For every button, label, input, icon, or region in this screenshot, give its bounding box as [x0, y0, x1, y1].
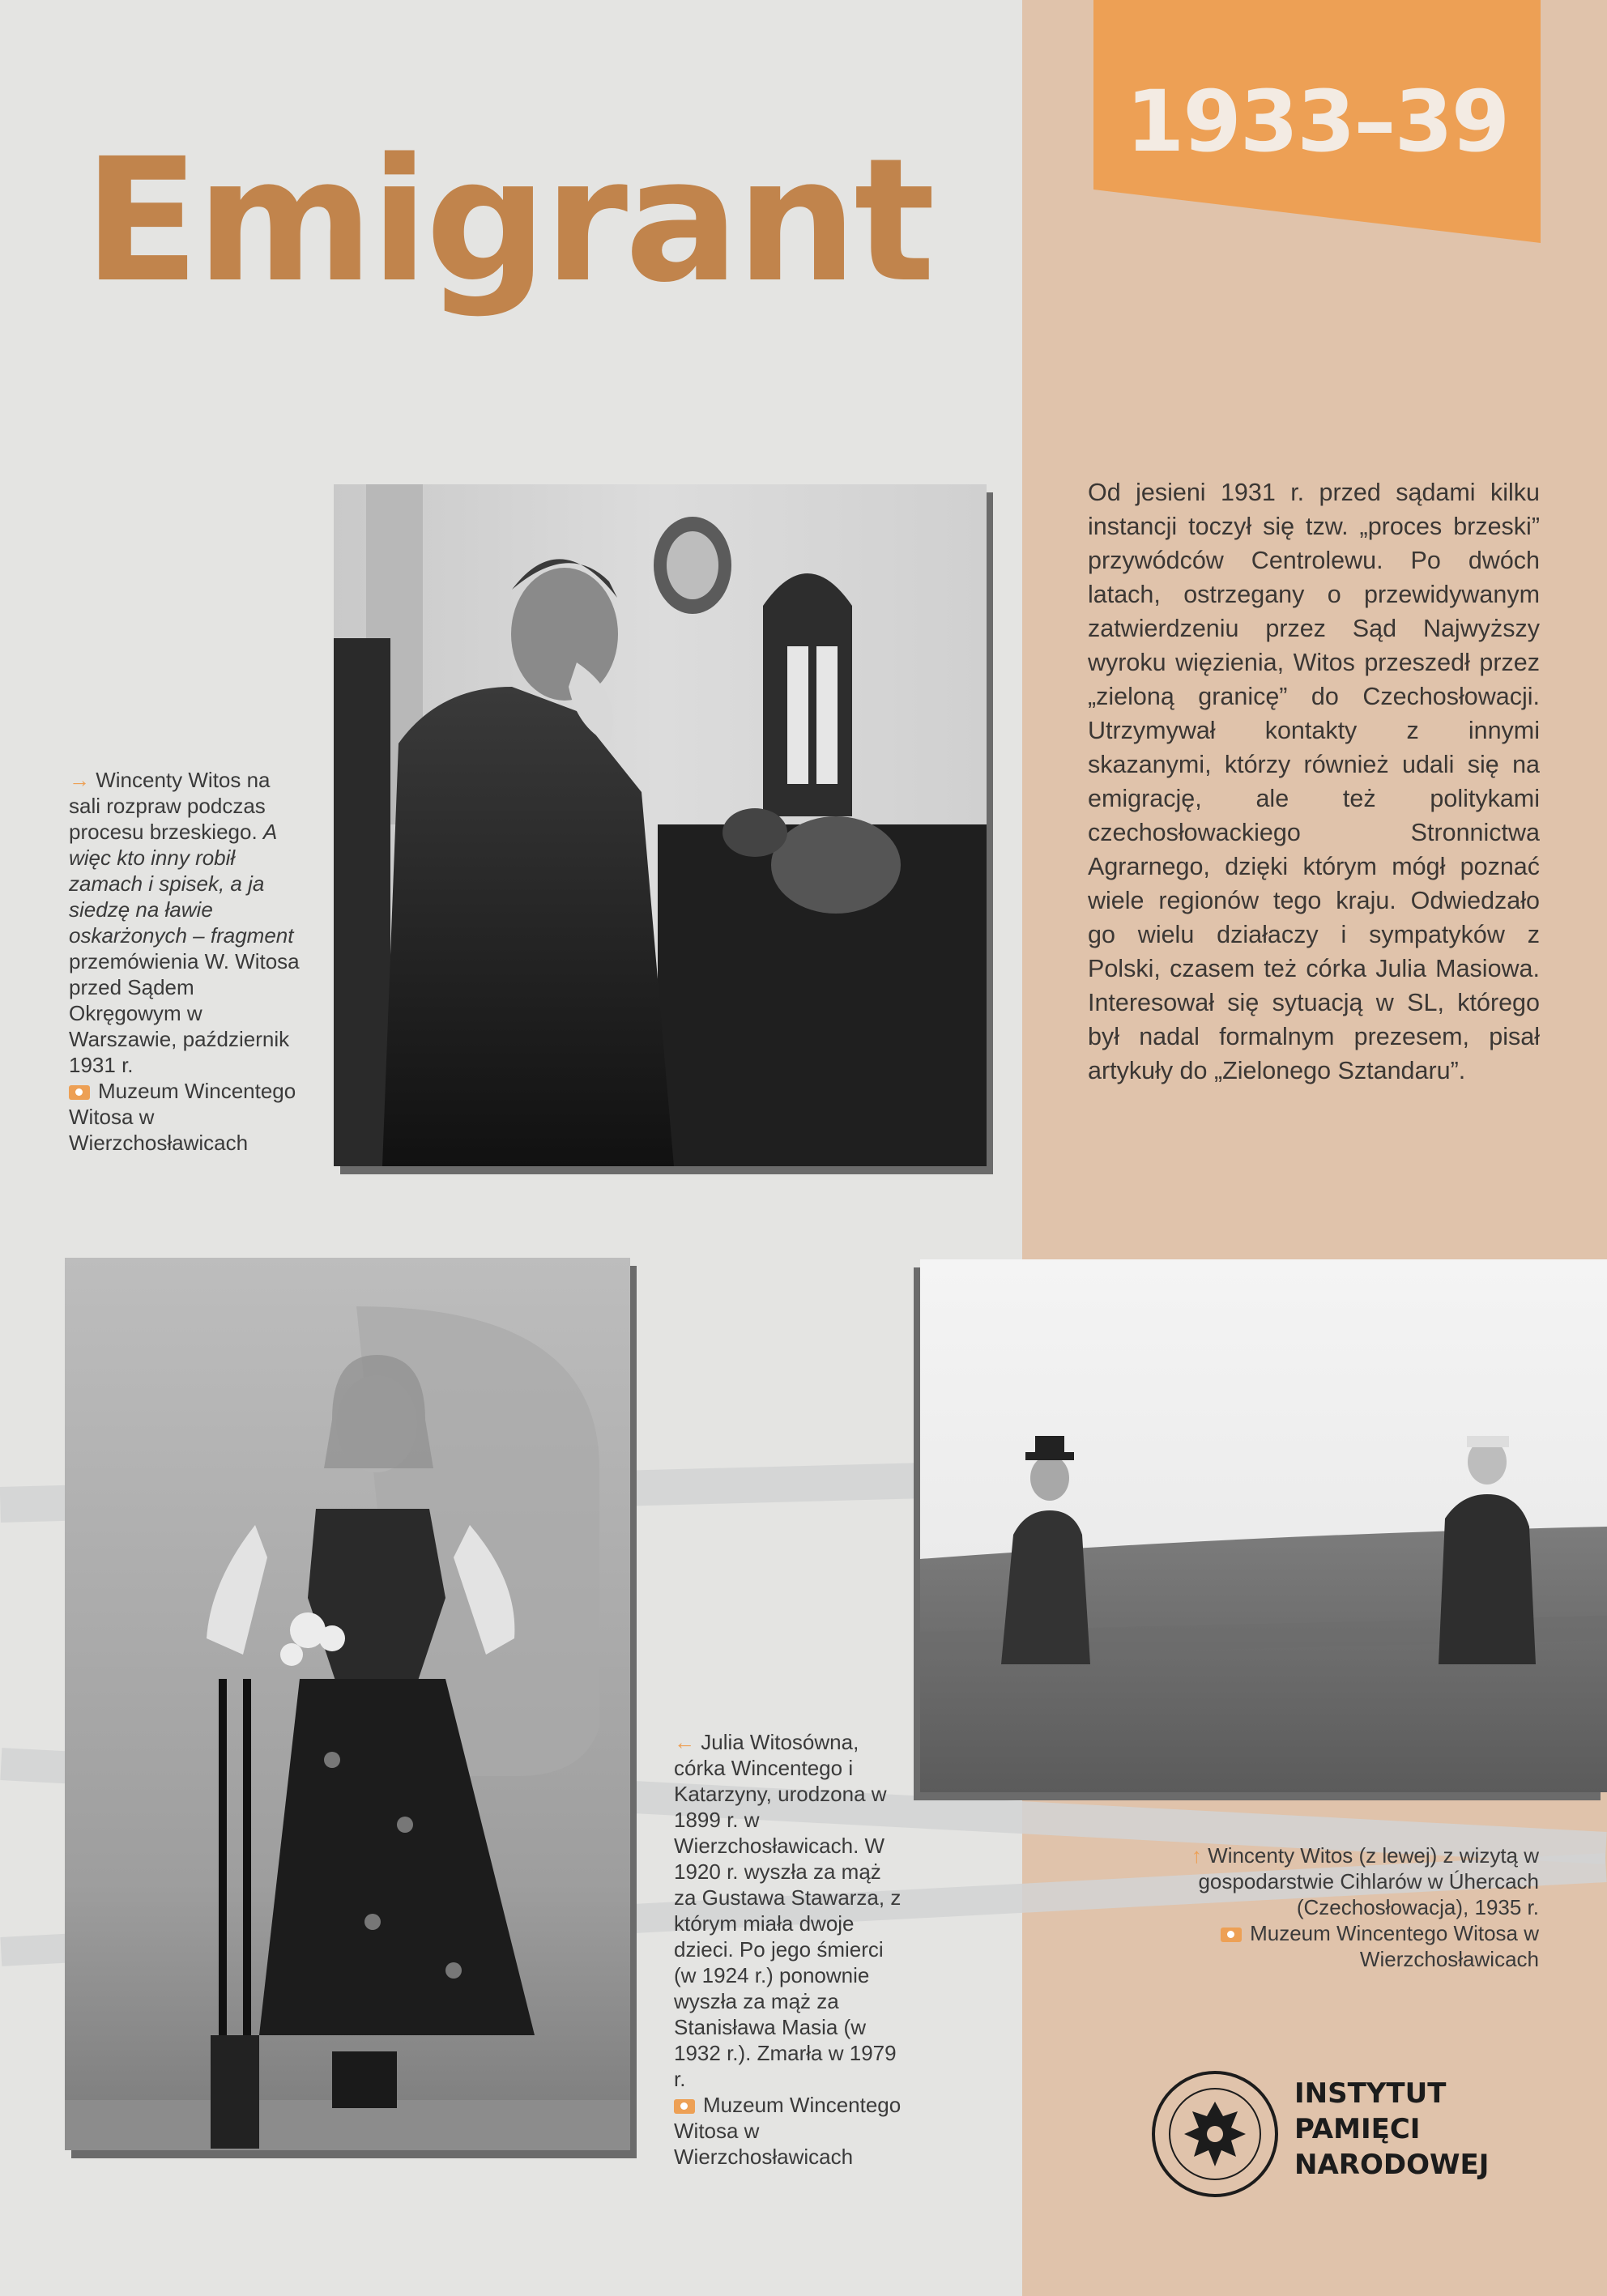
- field-photo-image: [920, 1259, 1607, 1792]
- courtroom-caption: [69, 767, 304, 1156]
- ipn-seal-icon: [1150, 2069, 1280, 2199]
- arrow-up-icon: ↑: [1191, 1843, 1202, 1868]
- ipn-logo-line1: INSTYTUT: [1294, 2077, 1447, 2110]
- julia-caption-credit: Muzeum Wincentego Witosa w Wierzchosławicach: [674, 2093, 902, 2169]
- julia-portrait-image: [65, 1258, 630, 2150]
- ipn-logo-text: [1294, 2076, 1489, 2183]
- page-title: Emigrant: [83, 121, 932, 320]
- arrow-right-icon: →: [69, 768, 90, 792]
- year-label: 1933–39: [1126, 72, 1509, 171]
- courtroom-caption-quote: A więc kto inny robił zamach i spisek, a ja siedzę na ławie oskarżonych – fragment: [69, 820, 294, 948]
- field-caption-text: Wincenty Witos (z lewej) z wizytą w gospodarstwie Cihlarów w Úhercach (Czechosłowacja), 1935 r.: [1198, 1843, 1539, 1919]
- field-caption: [1077, 1842, 1539, 1972]
- courtroom-photo-image: [334, 484, 987, 1166]
- ipn-logo-line3: NARODOWEJ: [1294, 2149, 1490, 2181]
- julia-caption-text: Julia Witosówna, córka Wincentego i Katarzyny, urodzona w 1899 r. w Wierzchosławicach. W 1920 r. wyszła za mąż za Gustawa Stawarza, z którym miała dwoje dzieci. Po jego śmierci (w 1924 r.) ponownie wyszła za mąż za Stanisława Masia (w 1932 r.). Zmarła w 1979 r.: [674, 1730, 902, 2091]
- arrow-left-icon: ←: [674, 1730, 695, 1754]
- julia-caption: [674, 1729, 905, 2170]
- body-paragraph: Od jesieni 1931 r. przed sądami kilku instancji toczył się tzw. „proces brzeski” przywódców Centrolewu. Po dwóch latach, ostrzegany o przewidywanym zatwierdzeniu przez Sąd Najwyższy wyroku więzienia, Witos przeszedł przez „zieloną granicę” do Czechosłowacji. Utrzymywał kontakty z innymi skazanymi, którzy również udali się na emigrację, ale też politykami czechosłowackiego Stronnictwa Agrarnego, dzięki którym mógł poznać wiele regionów tego kraju. Odwiedzało go wielu działaczy i sympatyków z Polski, czasem też córka Julia Masiowa. Interesował się sytuacją w SL, którego był nadal formalnym prezesem, pisał artykuły do „Zielonego Sztandaru”.: [1088, 479, 1540, 1084]
- field-photo: [920, 1259, 1607, 1792]
- courtroom-caption-credit: Muzeum Wincentego Witosa w Wierzchosławicach: [69, 1079, 296, 1155]
- field-caption-credit: Muzeum Wincentego Witosa w Wierzchosławicach: [1250, 1921, 1539, 1971]
- camera-icon: [69, 1085, 90, 1100]
- courtroom-photo: [334, 484, 987, 1166]
- courtroom-caption-text: Wincenty Witos na sali rozpraw podczas procesu brzeskiego.: [69, 768, 271, 844]
- courtroom-caption-text2: przemówienia W. Witosa przed Sądem Okręgowym w Warszawie, październik 1931 r.: [69, 949, 300, 1077]
- julia-portrait-photo: [65, 1258, 630, 2150]
- camera-icon: [1221, 1928, 1242, 1942]
- ipn-logo-line2: PAMIĘCI: [1294, 2113, 1421, 2145]
- camera-icon: [674, 2099, 695, 2114]
